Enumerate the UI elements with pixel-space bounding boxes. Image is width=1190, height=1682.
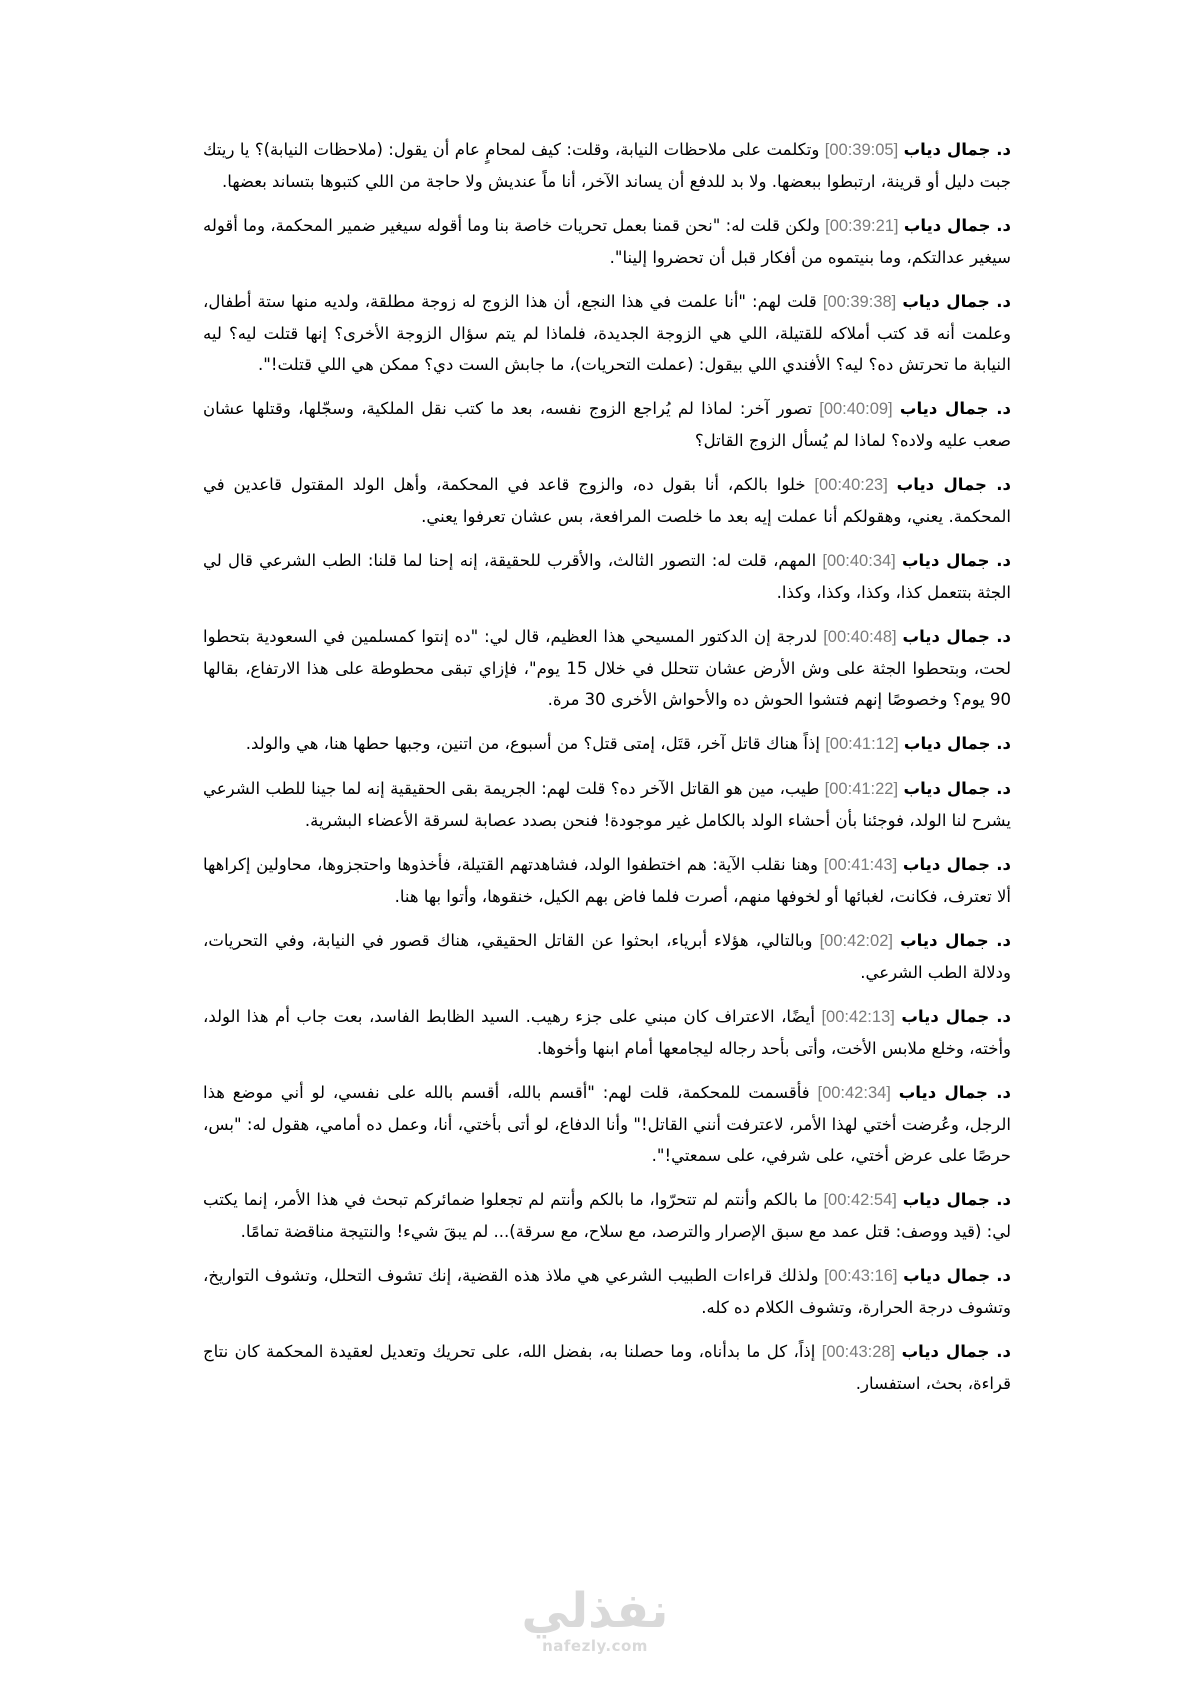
transcript-paragraph (203, 849, 1011, 912)
paragraph-text: إذاً هناك قاتل آخر، قتَل، إمتى قتل؟ من أسبوع، من اتنين، وجبها حطها هنا، هي والولد. (245, 734, 820, 753)
timestamp: [00:43:28] (821, 1343, 896, 1361)
transcript-paragraph (203, 621, 1011, 715)
transcript-paragraph (203, 1336, 1011, 1399)
timestamp: [00:40:09] (819, 400, 893, 418)
timestamp: [00:43:16] (824, 1267, 898, 1285)
paragraph-text: وبالتالي، هؤلاء أبرياء، ابحثوا عن القاتل الحقيقي، هناك قصور في النيابة، وفي التحريات، ودلالة الطب الشرعي. (203, 931, 1011, 982)
timestamp: [00:41:12] (825, 735, 899, 753)
speaker-name: د. جمال دياب (902, 627, 1011, 646)
transcript-paragraph (203, 1077, 1011, 1171)
timestamp: [00:41:22] (824, 780, 899, 798)
speaker-name: د. جمال دياب (901, 1007, 1012, 1026)
timestamp: [00:42:02] (819, 932, 893, 950)
timestamp: [00:42:34] (817, 1084, 891, 1102)
paragraph-text: تصور آخر: لماذا لم يُراجع الزوج نفسه، بعد ما كتب نقل الملكية، وسجّلها، وقتلها عشان صعب عليه ولاده؟ لماذا لم يُسأل الزوج القاتل؟ (203, 399, 1011, 450)
transcript-paragraph (203, 286, 1011, 380)
timestamp: [00:39:38] (822, 293, 897, 311)
speaker-name: د. جمال دياب (903, 734, 1011, 753)
timestamp: [00:39:05] (824, 141, 899, 159)
speaker-name: د. جمال دياب (903, 1266, 1011, 1285)
timestamp: [00:42:13] (821, 1008, 895, 1026)
transcript-paragraph (203, 1184, 1011, 1247)
transcript-body (203, 134, 1011, 1412)
paragraph-text: قلت لهم: "أنا علمت في هذا النجع، أن هذا الزوج له زوجة مطلقة، ولديه منها ستة أطفال، وعلمت أنه قد كتب أملاكه للقتيلة، اللي هي الزوجة الجديدة، فلماذا لم يتم سؤال الزوجة الأخرى؟ إنها قتلت ليه؟ ليه النيابة ما تحرتش ده؟ ليه؟ الأفندي اللي بيقول: (عملت التحريات)، ما جابش الست دي؟ ممكن هي اللي قتلت!". (203, 292, 1011, 374)
timestamp: [00:40:48] (823, 628, 897, 646)
paragraph-text: طيب، مين هو القاتل الآخر ده؟ قلت لهم: الجريمة بقى الحقيقية إنه لما جينا للطب الشرعي يشرح لنا الولد، فوجئنا بأن أحشاء الولد بالكامل غير موجودة! فنحن بصدد عصابة لسرقة الأعضاء البشرية. (203, 779, 1011, 830)
timestamp: [00:41:43] (823, 856, 898, 874)
timestamp: [00:40:23] (814, 476, 888, 494)
transcript-paragraph (203, 545, 1011, 608)
paragraph-text: إذاً، كل ما بدأناه، وما حصلنا به، بفضل الله، على تحريك وتعديل لعقيدة المحكمة كان نتاج قراءة، بحث، استفسار. (203, 1342, 1011, 1393)
transcript-paragraph (203, 393, 1011, 456)
speaker-name: د. جمال دياب (903, 216, 1011, 235)
speaker-name: د. جمال دياب (903, 779, 1011, 798)
speaker-name: د. جمال دياب (901, 1342, 1011, 1361)
speaker-name: د. جمال دياب (901, 551, 1011, 570)
transcript-paragraph (203, 469, 1011, 532)
paragraph-text: ولذلك قراءات الطبيب الشرعي هي ملاذ هذه القضية، إنك تشوف التحلل، وتشوف التواريخ، وتشوف درجة الحرارة، وتشوف الكلام ده كله. (203, 1266, 1011, 1317)
watermark-url: nafezly.com (542, 1637, 648, 1655)
watermark (0, 1585, 1190, 1655)
speaker-name: د. جمال دياب (902, 1190, 1011, 1209)
paragraph-text: لدرجة إن الدكتور المسيحي هذا العظيم، قال لي: "ده إنتوا كمسلمين في السعودية بتحطوا لحت، وبتحطوا الجثة على وش الأرض عشان تتحلل في خلال 15 يوم"، فإزاي تبقى محطوطة على هذا الارتفاع، بقالها 90 يوم؟ وخصوصًا إنهم فتشوا الحوش ده والأحواش الأخرى 30 مرة. (203, 627, 1011, 709)
timestamp: [00:42:54] (823, 1191, 897, 1209)
timestamp: [00:39:21] (825, 217, 899, 235)
transcript-paragraph (203, 773, 1011, 836)
speaker-name: د. جمال دياب (903, 140, 1012, 159)
paragraph-text: فأقسمت للمحكمة، قلت لهم: "أقسم بالله، أقسم بالله على نفسي، لو أني موضع هذا الرجل، وعُرضت أختي لهذا الأمر، لاعترفت أنني القاتل!" وأنا الدفاع، لو أتى بأختي، أنا، وعمل ده أمامي، هقول له: "بس، حرصًا على عرض أختي، على شرفي، على سمعتي!". (203, 1083, 1011, 1165)
transcript-paragraph (203, 210, 1011, 273)
transcript-paragraph (203, 134, 1011, 197)
transcript-paragraph (203, 925, 1011, 988)
transcript-paragraph (203, 1260, 1011, 1323)
paragraph-text: ما بالكم وأنتم لم تتحرّوا، ما بالكم وأنتم لم تجعلوا ضمائركم تبحث في هذا الأمر، إنما يكتب لي: (قيد ووصف: قتل عمد مع سبق الإصرار والترصد، مع سلاح، مع سرقة)... لم يبقَ شيء! والنتيجة مناقضة تمامًا. (203, 1190, 1011, 1241)
speaker-name: د. جمال دياب (902, 292, 1012, 311)
paragraph-text: ولكن قلت له: "نحن قمنا بعمل تحريات خاصة بنا وما أقوله سيغير ضمير المحكمة، وما أقوله سيغير عدالتكم، وما بنيتموه من أفكار قبل أن تحضروا إلينا". (203, 216, 1011, 267)
speaker-name: د. جمال دياب (899, 399, 1011, 418)
paragraph-text: أيضًا، الاعتراف كان مبني على جزء رهيب. السيد الظابط الفاسد، بعت جاب أم هذا الولد، وأخته، وخلع ملابس الأخت، وأتى بأحد رجاله ليجامعها أمام ابنها وأخوها. (203, 1007, 1011, 1058)
timestamp: [00:40:34] (822, 552, 896, 570)
speaker-name: د. جمال دياب (896, 475, 1011, 494)
speaker-name: د. جمال دياب (902, 855, 1011, 874)
transcript-paragraph (203, 728, 1011, 760)
speaker-name: د. جمال دياب (900, 931, 1011, 950)
speaker-name: د. جمال دياب (898, 1083, 1011, 1102)
watermark-logo: نفذلي (521, 1583, 669, 1639)
paragraph-text: وتكلمت على ملاحظات النيابة، وقلت: كيف لمحامٍ عام أن يقول: (ملاحظات النيابة)؟ يا ريتك جبت دليل أو قرينة، ارتبطوا ببعضها. ولا بد للدفع أن يساند الآخر، أنا ماً عنديش ولا حاجة من اللي كتبوها بتساند بعضها. (203, 140, 1011, 191)
paragraph-text: وهنا نقلب الآية: هم اختطفوا الولد، فشاهدتهم القتيلة، فأخذوها واحتجزوها، محاولين إكراهها ألا تعترف، فكانت، لغبائها أو لخوفها منهم، أصرت فلما فاض بهم الكيل، خنقوها، وأتوا بها هنا. (203, 855, 1011, 906)
paragraph-text: المهم، قلت له: التصور الثالث، والأقرب للحقيقة، إنه إحنا لما قلنا: الطب الشرعي قال لي الجثة بتتعمل كذا، وكذا، وكذا، وكذا. (203, 551, 1011, 602)
paragraph-text: خلوا بالكم، أنا بقول ده، والزوج قاعد في المحكمة، وأهل الولد المقتول قاعدين في المحكمة. يعني، وهقولكم أنا عملت إيه بعد ما خلصت المرافعة، بس عشان تعرفوا يعني. (203, 475, 1011, 526)
transcript-paragraph (203, 1001, 1011, 1064)
